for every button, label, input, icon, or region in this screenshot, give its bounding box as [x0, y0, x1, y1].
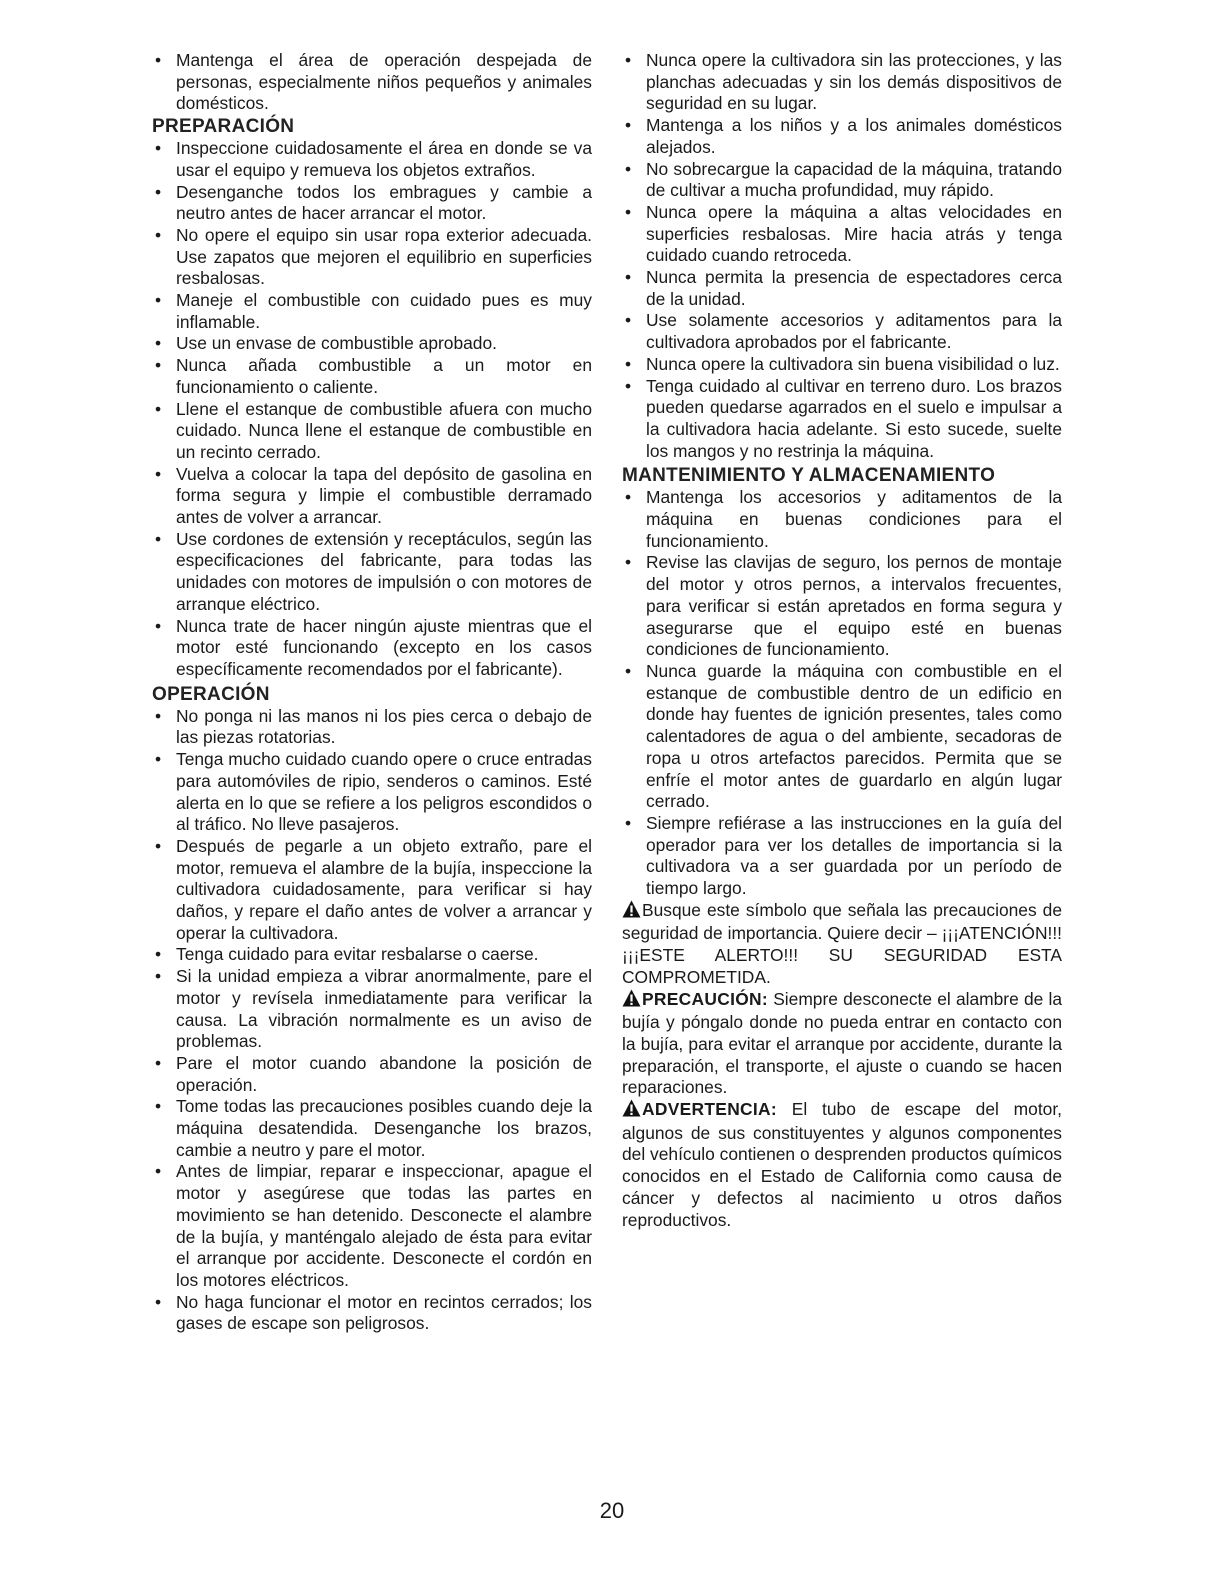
list-item: • Mantenga los accesorios y aditamentos de la máquina en buenas condiciones para el funcionamiento.	[622, 487, 1062, 552]
list-item: • Desenganche todos los embragues y cambie a neutro antes de hacer arrancar el motor.	[152, 182, 592, 225]
list-item: • Nunca añada combustible a un motor en funcionamiento o caliente.	[152, 355, 592, 398]
list-item: • No haga funcionar el motor en recintos cerrados; los gases de escape son peligrosos.	[152, 1292, 592, 1335]
list-item: • Después de pegarle a un objeto extraño, pare el motor, remueva el alambre de la bujía, inspeccione la cultivadora cuidadosamente, para verificar si hay daños, y repare el daño antes de volver a arrancar y operar la cultivadora.	[152, 836, 592, 945]
warning-triangle-icon	[622, 900, 641, 924]
warning-triangle-icon	[622, 989, 641, 1013]
advertencia-text: El tubo de escape del motor, algunos de sus constituyentes y algunos componentes del vehículo contienen o desprenden productos químicos conocidos en el Estado de California como causa de cáncer y defectos al nacimiento u otros daños reproductivos.	[622, 1099, 1062, 1230]
list-item: • Nunca opere la cultivadora sin buena visibilidad o luz.	[622, 354, 1062, 376]
list-item: • Nunca guarde la máquina con combustible en el estanque de combustible dentro de un edificio en donde hay fuentes de ignición presentes, tales como calentadores de agua o del ambiente, secadoras de ropa u otros artefactos parecidos. Permita que se enfríe el motor antes de guardarlo en algún lugar cerrado.	[622, 661, 1062, 813]
advertencia-label: ADVERTENCIA:	[642, 1099, 777, 1120]
mantenimiento-heading: MANTENIMIENTO Y ALMACENAMIENTO	[622, 465, 996, 487]
list-item: • No sobrecargue la capacidad de la máquina, tratando de cultivar a mucha profundidad, muy rápido.	[622, 159, 1062, 202]
list-item: • Tome todas las precauciones posibles cuando deje la máquina desatendida. Desenganche los brazos, cambie a neutro y pare el motor.	[152, 1096, 592, 1161]
list-item: • Tenga cuidado para evitar resbalarse o caerse.	[152, 944, 592, 966]
mantenimiento-list	[622, 487, 1062, 899]
advertencia-note	[622, 1099, 1062, 1231]
operacion-list	[152, 706, 592, 1335]
symbol-note	[622, 900, 1062, 989]
list-item: • Antes de limpiar, reparar e inspeccionar, apague el motor y asegúrese que todas las partes en movimiento se han detenido. Desconecte el alambre de la bujía, y manténgalo alejado de ésta para evitar el arranque por accidente. Desconecte el cordón en los motores eléctricos.	[152, 1161, 592, 1291]
list-item: • Vuelva a colocar la tapa del depósito de gasolina en forma segura y limpie el combustible derramado antes de volver a arrancar.	[152, 464, 592, 529]
list-item: • Inspeccione cuidadosamente el área en donde se va usar el equipo y remueva los objetos extraños.	[152, 138, 592, 181]
list-item: • Mantenga a los niños y a los animales domésticos alejados.	[622, 115, 1062, 158]
list-item: • Nunca opere la cultivadora sin las protecciones, y las planchas adecuadas y sin los demás dispositivos de seguridad en su lugar.	[622, 50, 1062, 115]
precaucion-note	[622, 989, 1062, 1100]
list-item: • Nunca opere la máquina a altas velocidades en superficies resbalosas. Mire hacia atrás y tenga cuidado cuando retroceda.	[622, 202, 1062, 267]
preparacion-heading: PREPARACIÓN	[152, 116, 295, 138]
right-column	[622, 50, 1062, 1231]
list-item: • No opere el equipo sin usar ropa exterior adecuada. Use zapatos que mejoren el equilibrio en superficies resbalosas.	[152, 225, 592, 290]
list-item: • No ponga ni las manos ni los pies cerca o debajo de las piezas rotatorias.	[152, 706, 592, 749]
list-item: • Nunca permita la presencia de espectadores cerca de la unidad.	[622, 267, 1062, 310]
list-item: • Tenga cuidado al cultivar en terreno duro. Los brazos pueden quedarse agarrados en el suelo e impulsar a la cultivadora hacia adelante. Si esto sucede, suelte los mangos y no restrinja la máquina.	[622, 376, 1062, 463]
list-item: • Use un envase de combustible aprobado.	[152, 333, 592, 355]
operacion-continued-list	[622, 50, 1062, 462]
symbol-note-text: Busque este símbolo que señala las precauciones de seguridad de importancia. Quiere decir – ¡¡¡ATENCIÓN!!! ¡¡¡ESTE ALERTO!!! SU SEGURIDAD ESTA COMPROMETIDA.	[622, 899, 1062, 987]
list-item: • Pare el motor cuando abandone la posición de operación.	[152, 1053, 592, 1096]
list-item: • Nunca trate de hacer ningún ajuste mientras que el motor esté funcionando (excepto en los casos específicamente recomendados por el fabricante).	[152, 616, 592, 681]
list-item: • Revise las clavijas de seguro, los pernos de montaje del motor y otros pernos, a intervalos frecuentes, para verificar si están apretados en forma segura y asegurarse que el equipo esté en buenas condiciones de funcionamiento.	[622, 552, 1062, 661]
list-item: • Llene el estanque de combustible afuera con mucho cuidado. Nunca llene el estanque de combustible en un recinto cerrado.	[152, 399, 592, 464]
list-item: • Si la unidad empieza a vibrar anormalmente, pare el motor y revísela inmediatamente para verificar la causa. La vibración normalmente es un aviso de problemas.	[152, 966, 592, 1053]
precaucion-label: PRECAUCIÓN:	[642, 988, 769, 1009]
intro-list	[152, 50, 592, 115]
warning-triangle-icon	[622, 1099, 641, 1123]
list-item: • Use cordones de extensión y receptáculos, según las especificaciones del fabricante, para todas las unidades con motores de impulsión o con motores de arranque eléctrico.	[152, 529, 592, 616]
operacion-heading: OPERACIÓN	[152, 683, 270, 705]
list-item: • Use solamente accesorios y aditamentos para la cultivadora aprobados por el fabricante.	[622, 310, 1062, 353]
preparacion-list	[152, 138, 592, 681]
precaucion-text: Siempre desconecte el alambre de la bujía y póngalo donde no pueda entrar en contacto con la bujía, para evitar el arranque por accidente, durante la preparación, el transporte, el ajuste o cuando se hacen reparaciones.	[622, 988, 1062, 1098]
list-item: • Tenga mucho cuidado cuando opere o cruce entradas para automóviles de ripio, senderos o caminos. Esté alerta en lo que se refiere a los peligros escondidos o al tráfico. No lleve pasajeros.	[152, 749, 592, 836]
list-item: • Siempre refiérase a las instrucciones en la guía del operador para ver los detalles de importancia si la cultivadora va a ser guardada por un período de tiempo largo.	[622, 813, 1062, 900]
list-item: • Mantenga el área de operación despejada de personas, especialmente niños pequeños y animales domésticos.	[152, 50, 592, 115]
page-number: 20	[599, 1498, 625, 1523]
left-column	[152, 50, 592, 1335]
list-item: • Maneje el combustible con cuidado pues es muy inflamable.	[152, 290, 592, 333]
